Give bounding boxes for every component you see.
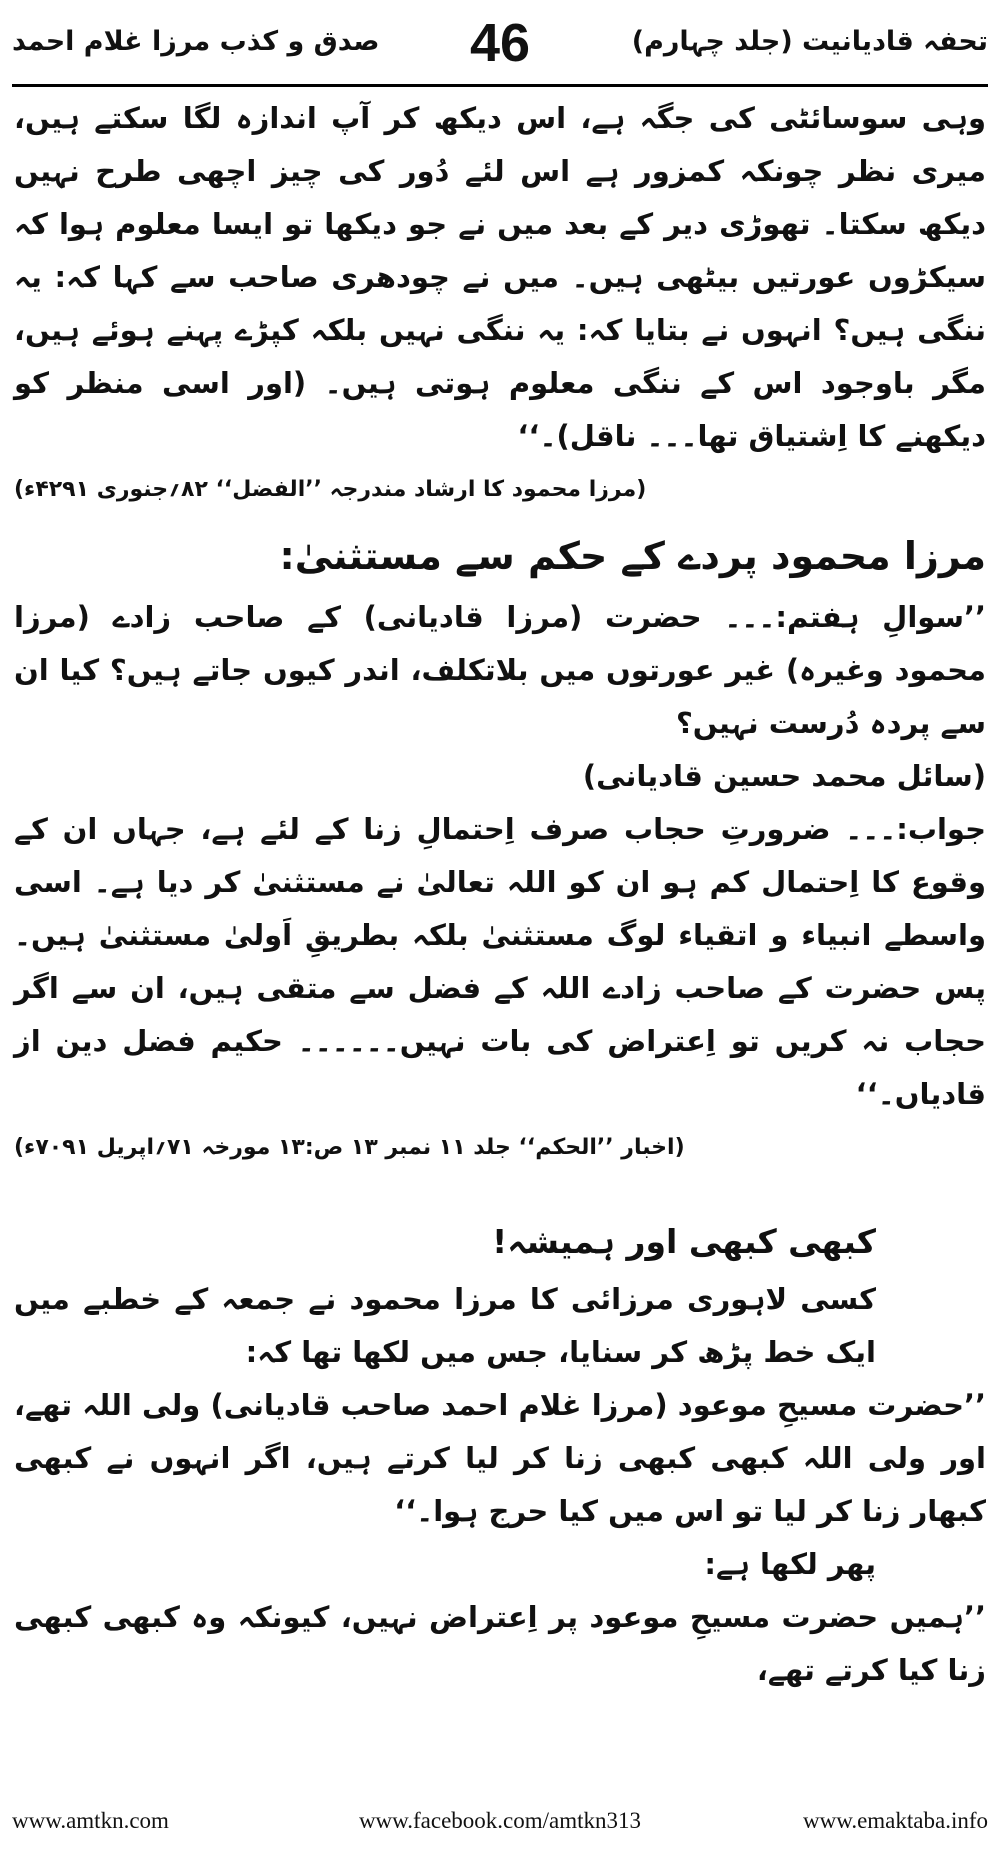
chapter-title: صدق و کذب مرزا غلام احمد [12,26,380,57]
page-header [12,14,988,80]
paragraph: جواب:۔۔۔ ضرورتِ حجاب صرف اِحتمالِ زنا کے لئے ہے، جہاں ان کے وقوع کا اِحتمال کم ہو ان کو اللہ تعالیٰ نے مستثنیٰ کر دیا ہے۔ اسی واسطے انبیاء و اتقیاء لوگ مستثنیٰ بلکہ بطریقِ اَولیٰ مستثنیٰ ہیں۔ پس حضرت کے صاحب زادے اللہ کے فضل سے متقی ہیں، ان سے اگر حجاب نہ کریں تو اِعتراض کی بات نہیں۔۔۔۔۔۔ حکیم فضل دین از قادیاں۔‘‘ [14,812,986,1111]
page-footer [12,1808,988,1844]
footer-link-amtkn[interactable]: www.amtkn.com [12,1808,169,1833]
reference-citation: (مرزا محمود کا ارشاد مندرجہ ’’الفضل‘‘ ۸۲؍جنوری ۴۲۹۱ء) [14,477,647,502]
page-number: 46 [469,13,531,73]
header-divider [12,84,988,87]
paragraph: پھر لکھا ہے: [704,1547,876,1581]
paragraph: ’’حضرت مسیحِ موعود (مرزا غلام احمد صاحب قادیانی) ولی اللہ تھے، اور ولی اللہ کبھی کبھی زنا کر لیا کرتے ہیں، اگر انہوں نے کبھی کبھار زنا کر لیا تو اس میں کیا حرج ہوا۔‘‘ [14,1388,986,1528]
section-heading: کبھی کبھی اور ہمیشہ! [492,1222,876,1261]
paragraph: ’’سوالِ ہفتم:۔۔۔ حضرت (مرزا قادیانی) کے صاحب زادے (مرزا محمود وغیرہ) غیر عورتوں میں بلاتکلف، اندر کیوں جاتے ہیں؟ کیا ان سے پردہ دُرست نہیں؟ [14,600,986,740]
reference-citation: (اخبار ’’الحکم‘‘ جلد ۱۱ نمبر ۱۳ ص:۱۳ مورخہ ۷۱؍اپریل ۷۰۹۱ء) [14,1135,685,1160]
page-body [14,92,986,1697]
questioner-signature: (سائل محمد حسین قادیانی) [582,759,986,793]
book-title: تحفہ قادیانیت (جلد چہارم) [631,26,988,57]
paragraph: کسی لاہوری مرزائی کا مرزا محمود نے جمعہ کے خطبے میں ایک خط پڑھ کر سنایا، جس میں لکھا تھا کہ: [14,1282,876,1369]
footer-link-facebook[interactable]: www.facebook.com/amtkn313 [358,1808,642,1833]
paragraph: ’’ہمیں حضرت مسیحِ موعود پر اِعتراض نہیں، کیونکہ وہ کبھی کبھی زنا کیا کرتے تھے، [14,1600,986,1687]
paragraph: وہی سوسائٹی کی جگہ ہے، اس دیکھ کر آپ اندازہ لگا سکتے ہیں، میری نظر چونکہ کمزور ہے اس لئے دُور کی چیز اچھی طرح نہیں دیکھ سکتا۔ تھوڑی دیر کے بعد میں نے جو دیکھا تو ایسا معلوم ہوا کہ سیکڑوں عورتیں بیٹھی ہیں۔ میں نے چودھری صاحب سے کہا کہ: یہ ننگی ہیں؟ انہوں نے بتایا کہ: یہ ننگی نہیں بلکہ کپڑے پہنے ہوئے ہیں، مگر باوجود اس کے ننگی معلوم ہوتی ہیں۔ (اور اسی منظر کو دیکھنے کا اِشتیاق تھا۔۔۔ ناقل)۔‘‘ [14,101,986,453]
footer-link-emaktaba[interactable]: www.emaktaba.info [803,1808,988,1833]
section-heading: مرزا محمود پردے کے حکم سے مستثنیٰ: [279,534,986,578]
